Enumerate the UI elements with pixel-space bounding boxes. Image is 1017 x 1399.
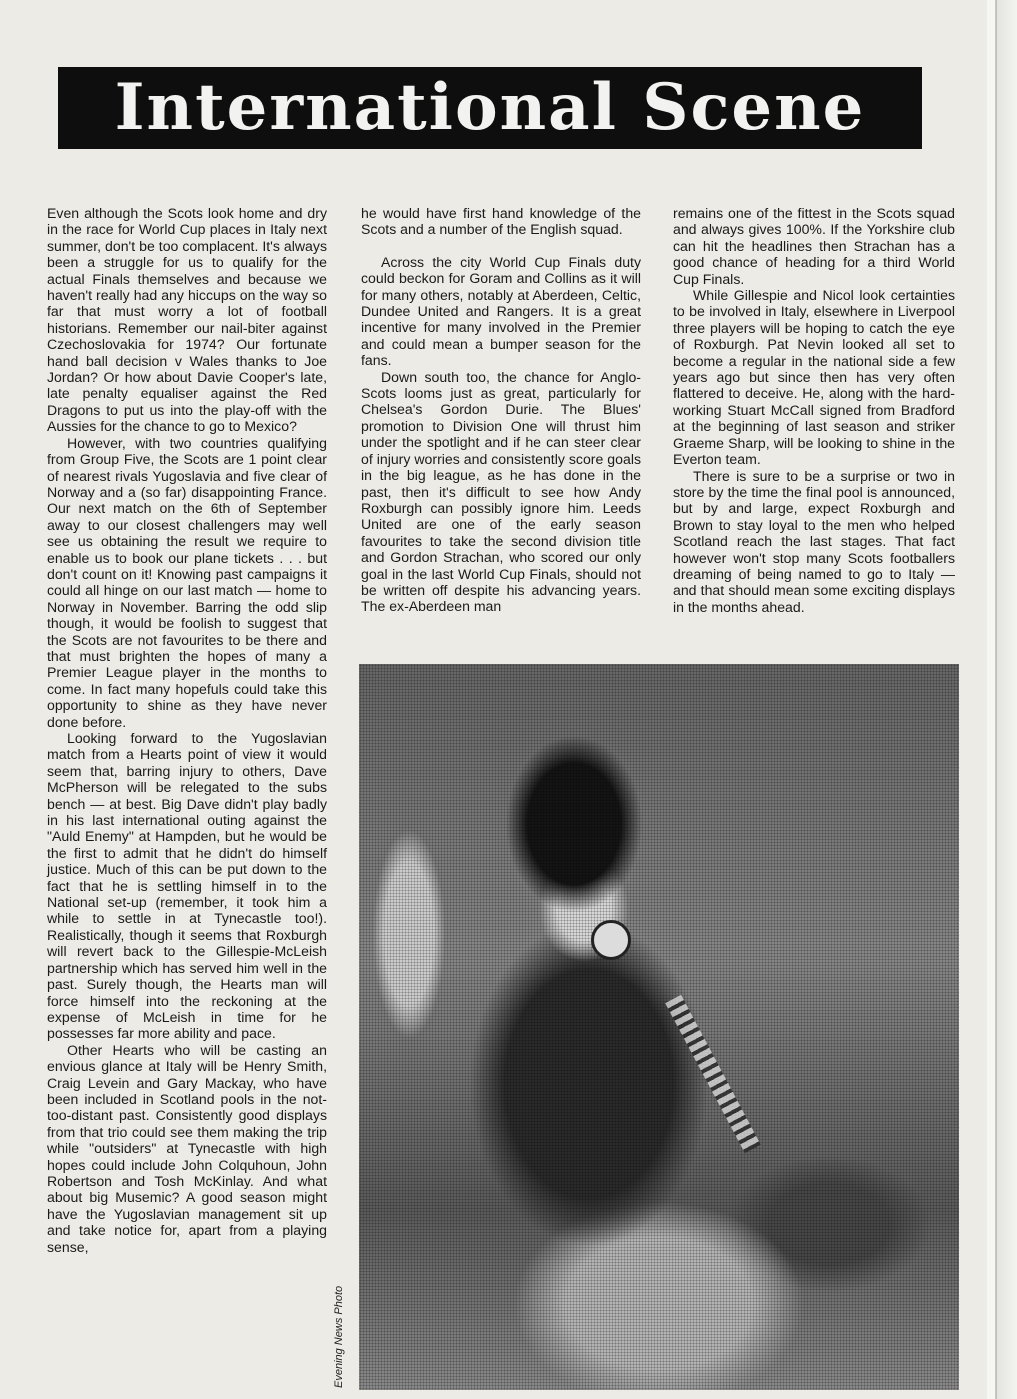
article-column-2 (361, 205, 641, 615)
club-crest-icon (591, 920, 631, 960)
paragraph: There is sure to be a surprise or two in store by the time the final pool is announced, but by and large, expect Roxburgh and Brown to stay loyal to the men who helped Scotland reach the last stages. That fact however won't stop many Scots footballers dreaming of being named to go to Italy — and that should mean some exciting displays in the months ahead. (673, 467, 955, 615)
paragraph: Looking forward to the Yugoslavian match from a Hearts point of view it would seem that, barring injury to others, Dave McPherson will be relegated to the subs bench — at best. Big Dave didn't play badly in his last international outing against the "Auld Enemy" at Hampden, but he would be the first to admit that he didn't do himself justice. Much of this can be put down to the fact that he is settling himself in to the National set-up (remember, it took him a while to settle in at Tynecastle too!). Realistically, though it seems that Roxburgh will revert back to the Gillespie-McLeish partnership which has served him well in the past. Surely though, the Hearts man will force himself into the reckoning at the expense of McLeish in time for he possesses far more ability and pace. (47, 730, 327, 1042)
paragraph: However, with two countries qualifying from Group Five, the Scots are 1 point clear of nearest rivals Yugoslavia and five clear of Norway and a (so far) disappointing France. Our next match on the 6th of September away to our closest challengers may well see us obtaining the result we require to enable us to book our plane tickets . . . but don't count on it! Knowing past campaigns it could all hinge on our last match — home to Norway in November. Barring the odd slip though, it would be foolish to suggest that the Scots are not favourites to be there and that must brighten the hopes of many a Premier League player in the months to come. In fact many hopefuls could take this opportunity to shine as they have never done before. (47, 434, 327, 730)
paragraph: Other Hearts who will be casting an envious glance at Italy will be Henry Smith, Craig Levein and Gary Mackay, who have been included in Scotland pools in the not-too-distant past. Consistently good displays from that trio could see them making the trip while "outsiders" at Tynecastle with high hopes could include John Colquhoun, John Robertson and Tosh McKinlay. And what about big Musemic? A good season might have the Yugoslavian management sit up and take notice for, apart from a playing sense, (47, 1041, 327, 1255)
paragraph: Across the city World Cup Finals duty could beckon for Goram and Collins as it will for many others, notably at Aberdeen, Celtic, Dundee United and Rangers. It is a great incentive for many involved in the Premier and could mean a bumper season for the fans. (361, 253, 641, 369)
page-title: International Scene (114, 70, 866, 145)
paragraph: remains one of the fittest in the Scots squad and always gives 100%. If the Yorkshire club can hit the headlines then Strachan has a good chance of heading for a third World Cup Finals. (673, 205, 955, 287)
paragraph: Down south too, the chance for Anglo-Scots looms just as great, particularly for Chelsea's Gordon Durie. The Blues' promotion to Division One will thrust him under the spotlight and if he can steer clear of injury worries and consistently score goals in the big league, as he has done in the past, then it's difficult to see how Andy Roxburgh can possibly ignore him. Leeds United are one of the early season favourites to take the second division title and Gordon Strachan, who scored our only goal in the last World Cup Finals, should not be written off despite his advancing years. The ex-Aberdeen man (361, 368, 641, 615)
title-banner (58, 67, 922, 149)
paragraph: Even although the Scots look home and dry in the race for World Cup places in Italy next summer, don't be too complacent. It's always been a struggle for us to qualify for the actual Finals themselves and because we haven't really had any hiccups on the way so far that must worry a lot of football historians. Remember our nail-biter against Czechoslovakia for 1974? Our fortunate hand ball decision v Wales thanks to Joe Jordan? Or how about Davie Cooper's late, late penalty equaliser against the Red Dragons to put us into the play-off with the Aussies for the chance to go to Mexico? (47, 205, 327, 435)
article-column-1 (47, 205, 327, 1255)
page-edge (987, 0, 1017, 1399)
sleeve-stripes (665, 995, 761, 1154)
article-column-3 (673, 205, 955, 615)
photo-credit: Evening News Photo (333, 1285, 345, 1388)
paragraph: While Gillespie and Nicol look certainties to be involved in Italy, elsewhere in Liverpool three players will be hoping to catch the eye of Roxburgh. Pat Nevin looked all set to become a regular in the national side a few years ago but since then has very often flattered to deceive. He, along with the hard-working Stuart McCall signed from Bradford at the beginning of last season and striker Graeme Sharp, will be looking to shine in the Everton team. (673, 287, 955, 468)
player-photo (359, 664, 959, 1390)
paragraph: he would have first hand knowledge of the Scots and a number of the English squad. (361, 205, 641, 238)
